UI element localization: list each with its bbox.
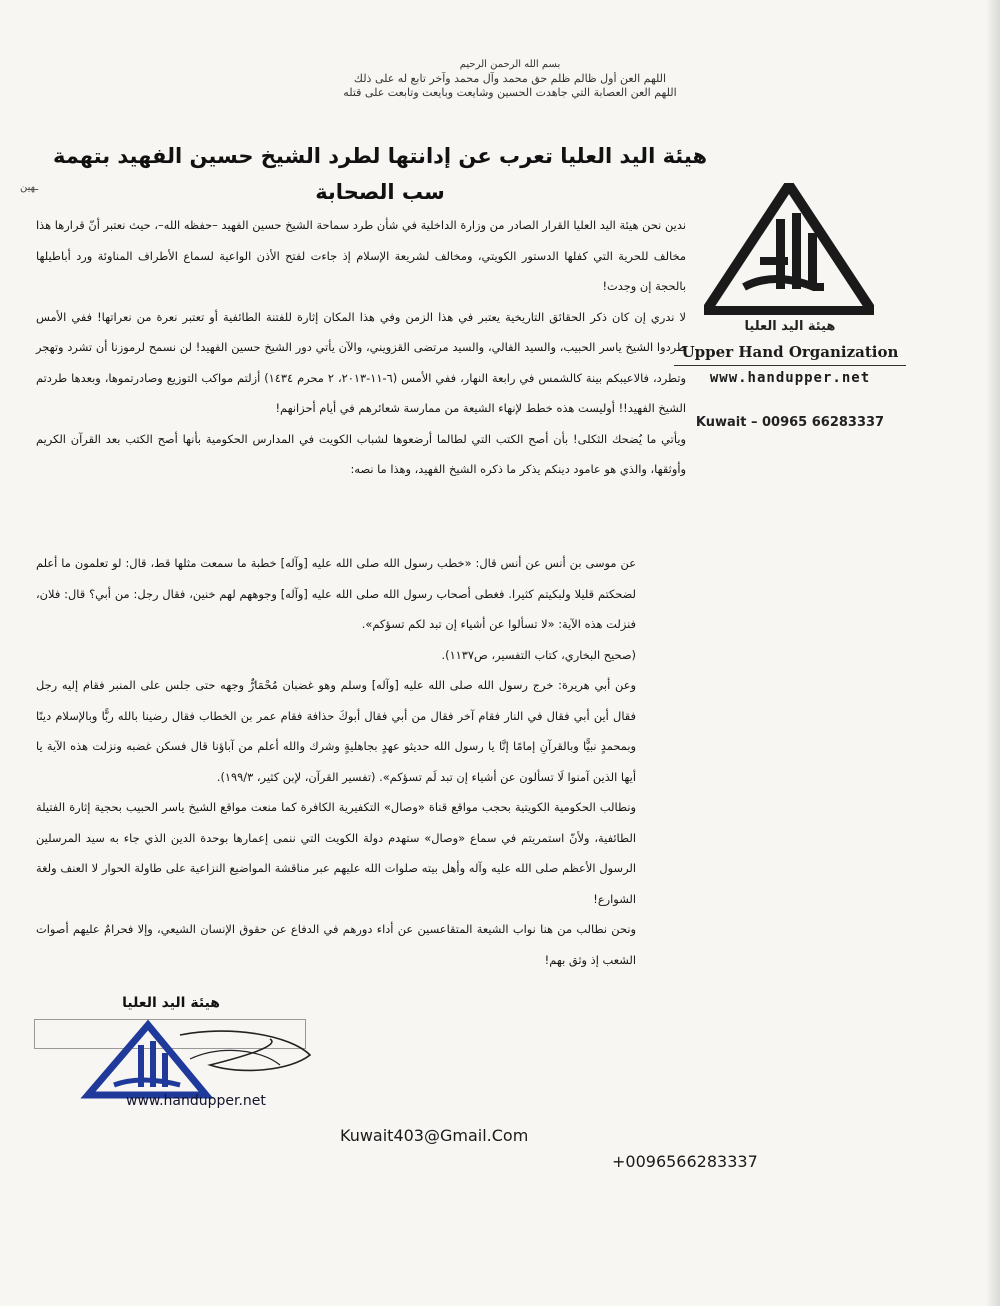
signature-website: www.handupper.net <box>126 1093 266 1109</box>
signature-block <box>30 995 320 1125</box>
logo-arabic-name: هيئة اليد العليا <box>744 319 836 334</box>
logo-english-name: Upper Hand Organization <box>681 343 899 361</box>
demand-paragraph: ونطالب الحكومية الكويتية بحجب مواقع قناة «وصال» التكفيرية الكافرة كما منعت مواقع الشيخ ياسر الحبيب بحجية إثارة الفتيلة الطائفية، ولأنّ استمريتم في سماع «وصال» ستهدم دولة الكويت التي ننمى إعمارها بوحدة الدين الذي جاء به سيد المرسلين الرسول الأعظم صلى الله عليه وآله وأهل بيته صلوات الله عليهم عبر مناقشة المواضيع النزاعية على طاولة الحوار لا العنف ولغة الشوارع! <box>36 800 636 906</box>
body-quotes <box>36 548 636 975</box>
contact-phone: +0096566283337 <box>612 1152 758 1171</box>
hadith-quote: وعن أبي هريرة: خرج رسول الله صلى الله عليه [وآله] وسلم وهو غضبان مُحْمَارٌّ وجهه حتى جلس على المنبر فقام إليه رجل فقال أين أبي فقال في النار فقام آخر فقال من أبي فقال أبوكَ حذافة فقام عمر بن الخطاب فقال رضينا بالله ربًّا وبالإسلام دينًا وبمحمدٍ نبيًّا وبالقرآنِ إمامًا إنَّا يا رسول الله حديثو عهدٍ بجاهليةٍ وشرك والله أعلم من آباؤنا قال فسكن غضبه ونزلت هذه الآية يا أيها الذين آمنوا لَا تسألون عن أشياء إن تبد لَم تسؤكم». (تفسير القرآن، لإبن كثير، ١٩٩/٣). <box>36 678 636 784</box>
body-paragraph: ندين نحن هيئة اليد العليا القرار الصادر من وزارة الداخلية في شأن طرد سماحة الشيخ حسين الفهيد –حفظه الله–، حيث نعتبر أنّ قرارها هذا مخالف للحرية التي كفلها الدستور الكويتي، ومخالف لشريعة الإسلام إذ جاءت لفتح الأذن الواعية لسماع الأطراف المناوئة ورد أباطيلها بالحجة إن وجدت! <box>36 218 686 293</box>
body-paragraph: ويأتي ما يُضحك الثكلى! بأن أصح الكتب التي لطالما أرضعوها لشباب الكويت في المدارس الحكومية بأنها أصح الكتب بعد القرآن الكريم وأوثقها، والذي هو عامود دينكم يذكر ما ذكره الشيخ الفهيد، وهذا ما نصه: <box>36 431 686 476</box>
contact-email: Kuwait403@Gmail.Com <box>340 1126 529 1145</box>
basmala-line: اللهم العن العصابة التي جاهدت الحسين وشايعت وبايعت وتابعت على قتله <box>343 86 677 99</box>
triangle-logo-icon <box>704 183 874 315</box>
body-intro <box>36 210 686 485</box>
document-headline: هيئة اليد العليا تعرب عن إدانتها لطرد الشيخ حسين الفهيد بتهمة سب الصحابة <box>52 144 708 204</box>
signature-name: هيئة اليد العليا <box>122 995 220 1011</box>
quote-citation: (صحيح البخاري، كتاب التفسير، ص١١٣٧). <box>441 647 636 662</box>
basmala-line: اللهم العن أول ظالم ظلم حق محمد وآل محمد وآخر تابع له على ذلك <box>353 72 667 85</box>
logo-website: www.handupper.net <box>709 370 871 386</box>
body-paragraph: لا ندري إن كان ذكر الحقائق التاريخية يعتبر في هذا الزمن وفي هذا المكان إثارة للفتنة الطائفية أو تعتبر نعرة من نعراتها! ففي الأمس طردوا الشيخ ياسر الحبيب، والسيد الفالي، والسيد مرتضى القزويني، والآن يأتي دور الشيخ حسين الفهيد! لن نسمح لرموزنا أن تشرد وتهجر وتطرد، فالاعيبكم بينة كالشمس في رابعة النهار، ففي الأمس (٦-١١-٢٠١٣، ٢ محرم ١٤٣٤) أزلتم مواكب التوزيع وصادرتموها، وبعدها طردتم الشيخ الفهيد!! أوليست هذه خطط لإنهاء الشيعة من ممارسة شعائرهم في أيام أحزانهم! <box>36 309 686 415</box>
organization-logo <box>681 175 899 435</box>
logo-divider <box>674 365 906 366</box>
logo-phone: Kuwait – 00965 66283337 <box>695 415 885 430</box>
basmala-header <box>330 58 690 100</box>
demand-paragraph: ونحن نطالب من هنا نواب الشيعة المتقاعسين عن أداء دورهم في الدفاع عن حقوق الإنسان الشيعي، وإلا فحرامٌ عليهم أصوات الشعب إذ وثق بهم! <box>36 922 636 967</box>
hadith-quote: عن موسى بن أنس عن أنس قال: «خطب رسول الله صلى الله عليه [وآله] خطبة ما سمعت مثلها قط، قال: لو تعلمون ما أعلم لضحكتم قليلا ولبكيتم كثيرا. فغطى أصحاب رسول الله صلى الله عليه [وآله] وجوههم لهم خنين، فقال رجل: من أبي؟ قال: فلان، فنزلت هذه الآية: «لا تسألوا عن أشياء إن تبد لكم تسؤكم». <box>36 556 636 631</box>
margin-note: ـهين <box>20 182 39 193</box>
basmala-line: بسم الله الرحمن الرحيم <box>459 59 561 70</box>
scan-edge-shadow <box>986 0 1000 1306</box>
